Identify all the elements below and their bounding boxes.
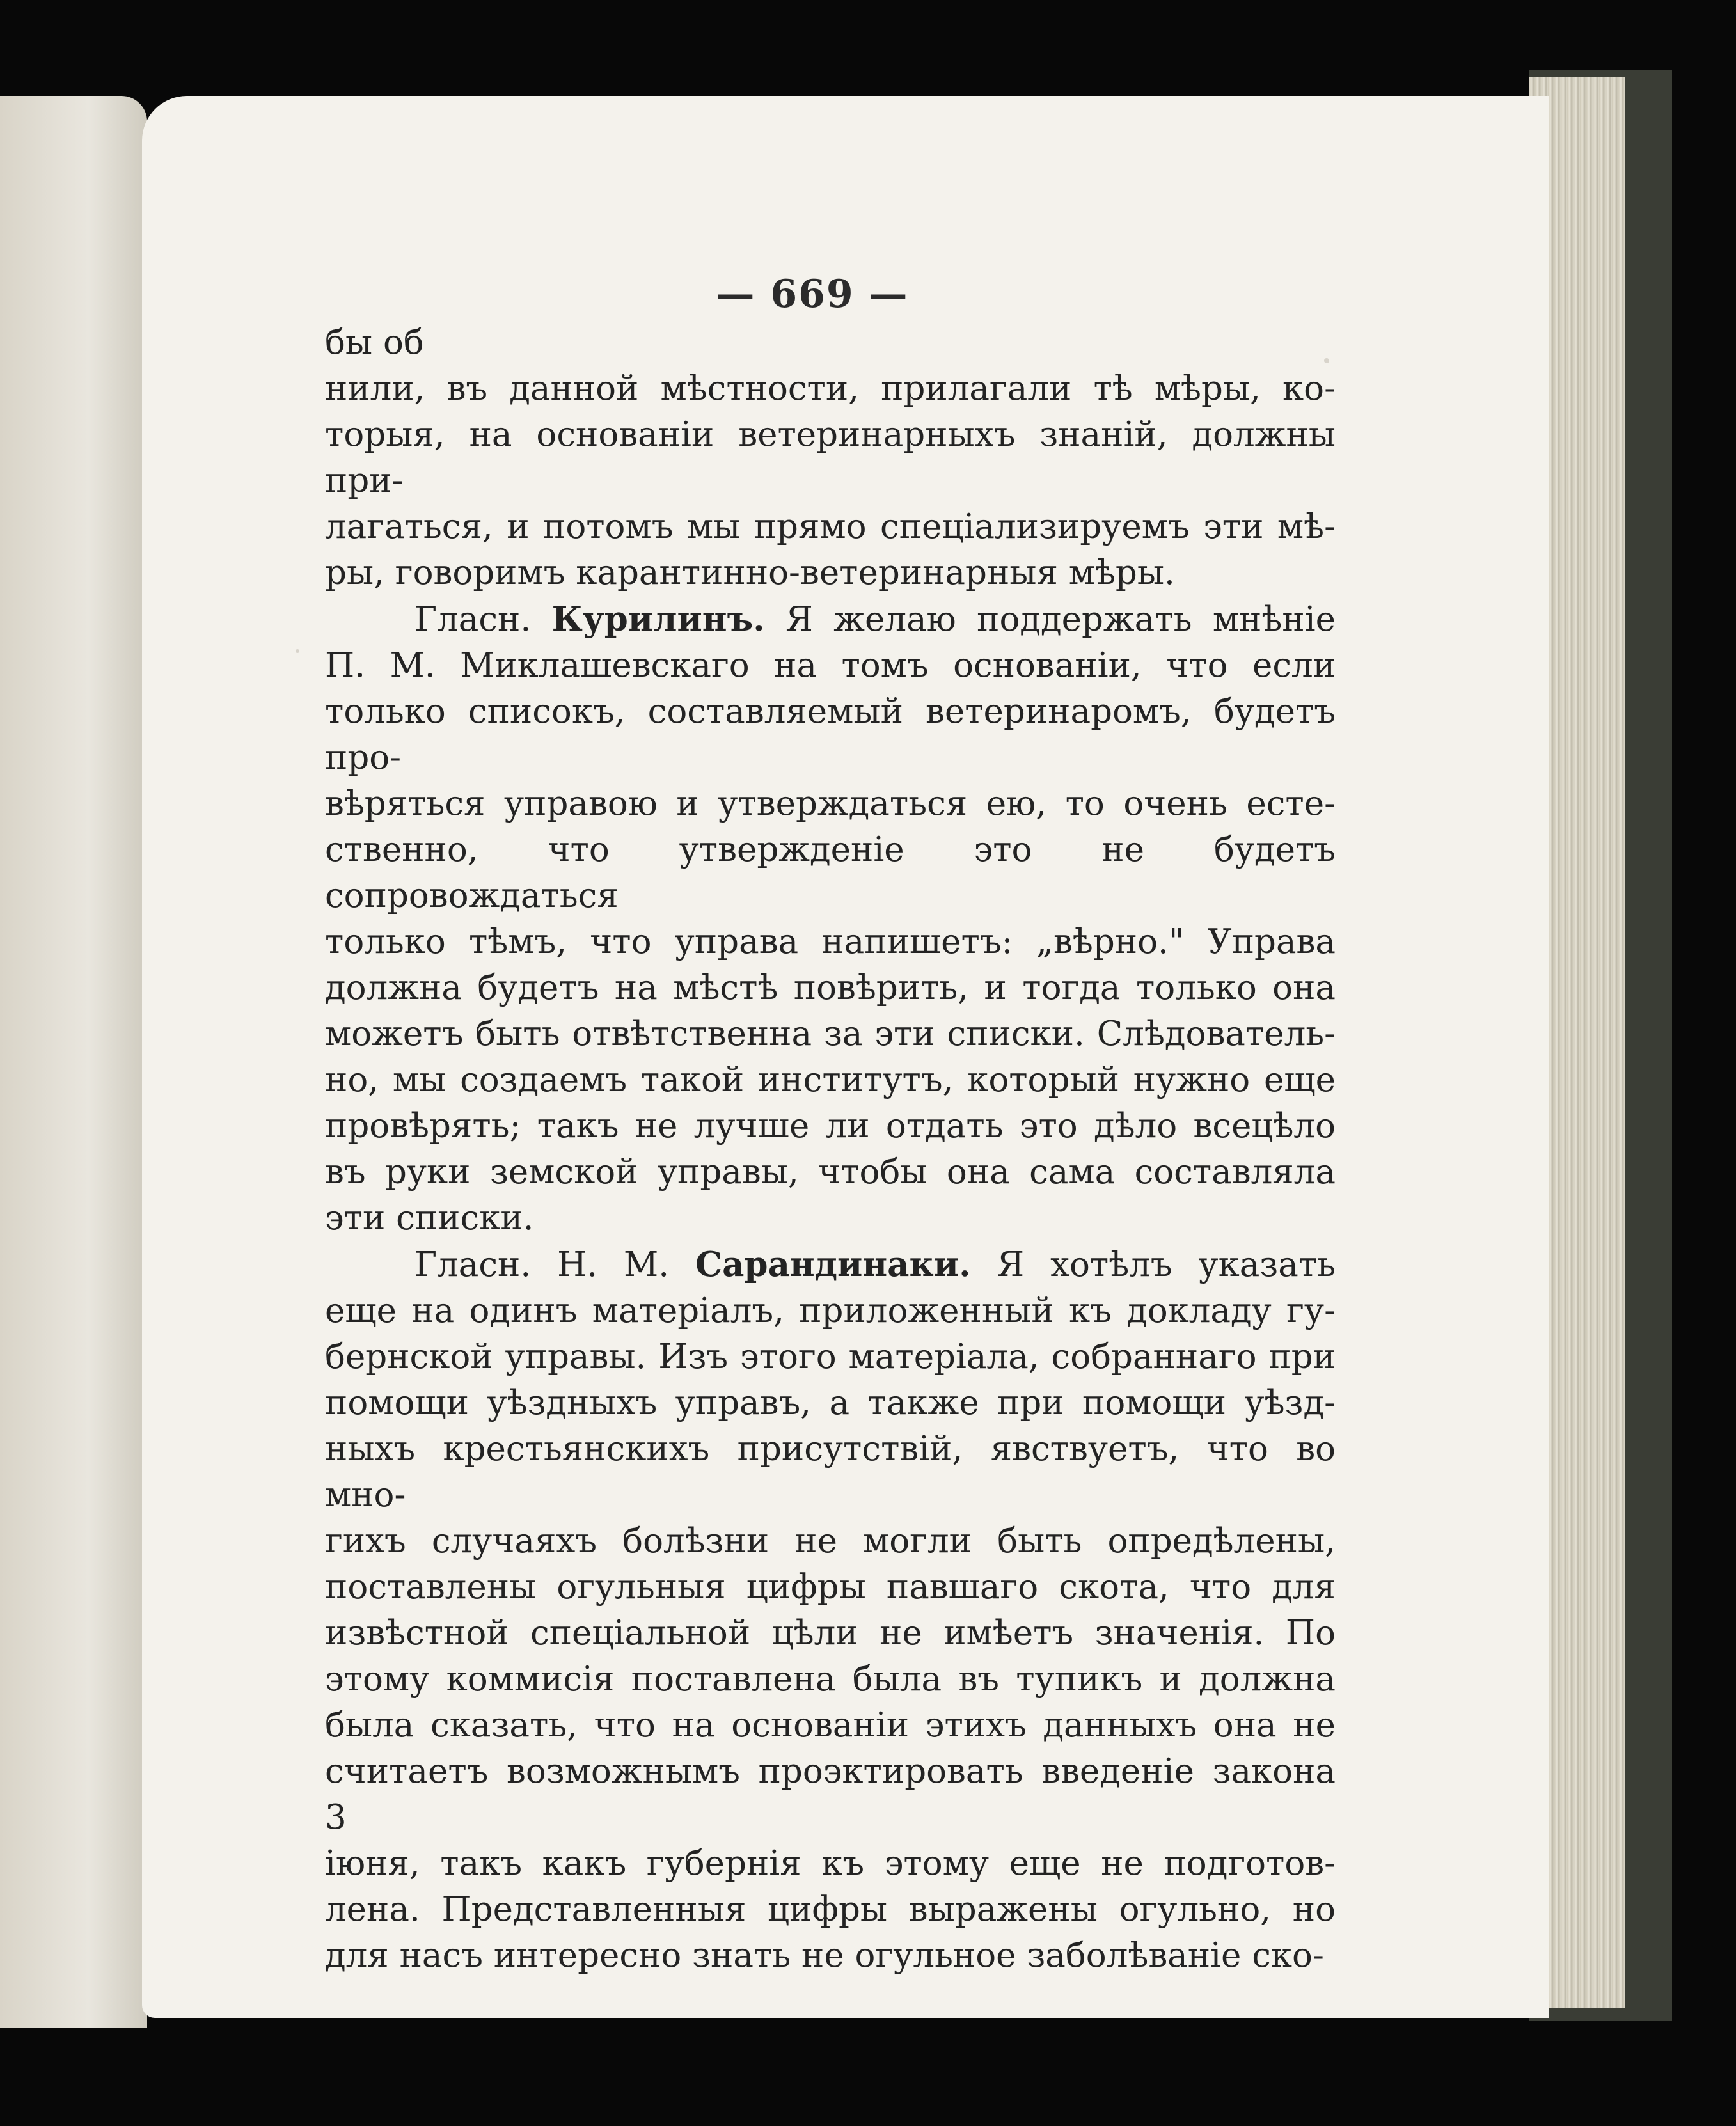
speaker-prefix: Гласн. Н. М. xyxy=(414,1245,670,1284)
page-body-text xyxy=(325,320,1336,1979)
speaker-name: Сарандинаки. xyxy=(695,1245,971,1284)
text-line: провѣрять; такъ не лучше ли отдать это дѣло всецѣло xyxy=(325,1106,1336,1146)
text-line: только списокъ, составляемый ветеринаромъ, будетъ про- xyxy=(325,692,1336,777)
text-line: только тѣмъ, что управа напишетъ: „вѣрно." Управа xyxy=(325,922,1336,961)
text-line: бы об xyxy=(325,323,424,362)
speaker-line xyxy=(325,1241,1336,1288)
text-line: нили, въ данной мѣстности, прилагали тѣ мѣры, ко- xyxy=(325,369,1336,408)
text-line: ственно, что утвержденіе это не будетъ сопровождаться xyxy=(325,830,1336,915)
text-line: торыя, на основаніи ветеринарныхъ знаній, должны при- xyxy=(325,415,1336,500)
text-line: должна будетъ на мѣстѣ повѣрить, и тогда только она xyxy=(325,968,1336,1007)
text-line: въ руки земской управы, чтобы она сама составляла xyxy=(325,1153,1336,1192)
paragraph xyxy=(325,1241,1336,1979)
speaker-line-text: Я желаю поддержать мнѣніе xyxy=(785,600,1336,639)
speaker-name: Курилинъ. xyxy=(551,599,765,639)
text-line: поставлены огульныя цифры павшаго скота, что для xyxy=(325,1568,1336,1607)
paragraph xyxy=(325,596,1336,1241)
speaker-line xyxy=(325,596,1336,643)
text-line: лена. Представленныя цифры выражены огульно, но xyxy=(325,1890,1336,1929)
page-number: — 669 — xyxy=(716,272,909,317)
text-line: лагаться, и потомъ мы прямо спеціализируемъ эти мѣ- xyxy=(325,507,1336,546)
text-line: іюня, такъ какъ губернія къ этому еще не подготов- xyxy=(325,1844,1336,1883)
text-line: извѣстной спеціальной цѣли не имѣетъ значенія. По xyxy=(325,1614,1336,1653)
text-line: но, мы создаемъ такой институтъ, который нужно еще xyxy=(325,1060,1336,1099)
text-line: гихъ случаяхъ болѣзни не могли быть опредѣлены, xyxy=(325,1522,1336,1561)
text-line: ры, говоримъ карантинно-ветеринарныя мѣры. xyxy=(325,553,1175,592)
text-line: эти списки. xyxy=(325,1199,534,1238)
text-line: П. М. Миклашевскаго на томъ основаніи, что если xyxy=(325,646,1336,685)
text-line: этому коммисія поставлена была въ тупикъ и должна xyxy=(325,1660,1336,1699)
text-line: считаетъ возможнымъ проэктировать введеніе закона 3 xyxy=(325,1752,1336,1837)
text-line: вѣряться управою и утверждаться ею, то очень есте- xyxy=(325,784,1336,823)
text-line: бернской управы. Изъ этого матеріала, собраннаго при xyxy=(325,1337,1336,1376)
speaker-prefix: Гласн. xyxy=(414,600,532,639)
text-line: еще на одинъ матеріалъ, приложенный къ докладу гу- xyxy=(325,1291,1336,1330)
text-line: ныхъ крестьянскихъ присутствій, явствуетъ, что во мно- xyxy=(325,1429,1336,1515)
facing-page-edge xyxy=(0,96,147,2028)
text-line: помощи уѣздныхъ управъ, а также при помощи уѣзд- xyxy=(325,1383,1336,1422)
text-line: для насъ интересно знать не огульное заболѣваніе ско- xyxy=(325,1936,1324,1975)
text-line: была сказать, что на основаніи этихъ данныхъ она не xyxy=(325,1706,1336,1745)
paper-speck xyxy=(296,649,299,653)
speaker-line-text: Я хотѣлъ указать xyxy=(997,1245,1336,1284)
paragraph xyxy=(325,320,1336,596)
text-line: можетъ быть отвѣтственна за эти списки. Слѣдователь- xyxy=(325,1014,1336,1053)
